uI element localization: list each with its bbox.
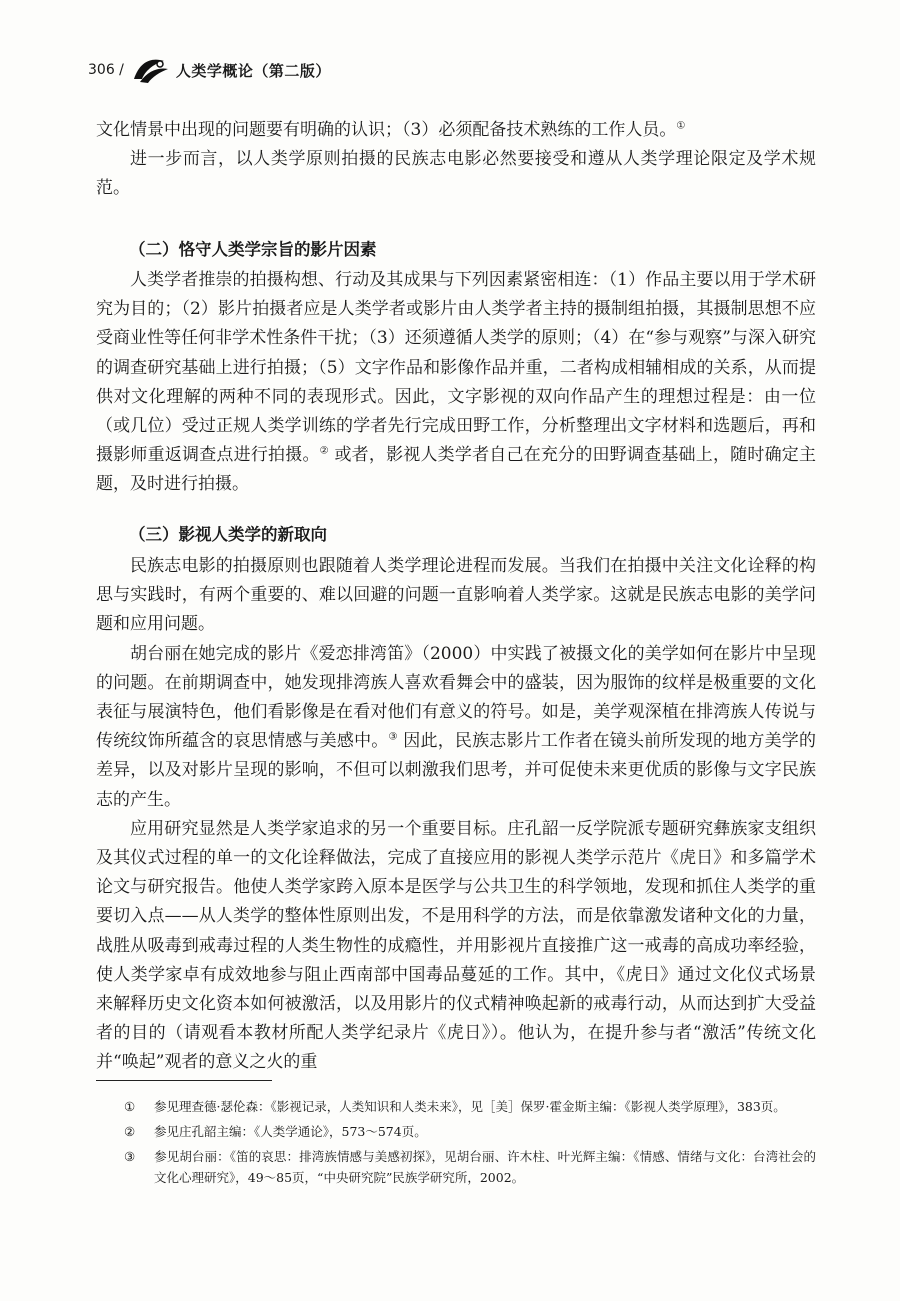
section-2 — [96, 235, 816, 264]
section-heading: （二）恪守人类学宗旨的影片因素 — [129, 240, 377, 259]
section-3 — [96, 520, 816, 549]
paragraph-text: 胡台丽在她完成的影片《爱恋排湾笛》（2000）中实践了被摄文化的美学如何在影片中呈现的问题。在前期调查中，她发现排湾族人喜欢看舞会中的盛装，因为服饰的纹样是极重要的文化表征与展演特色，他们看影像是在看对他们有意义的符号。如是，美学观深植在排湾族人传说与传统纹饰所蕴含的哀思情感与美感中。 — [96, 643, 816, 752]
footnote-mark: ③ — [124, 1149, 136, 1164]
paragraph-text: 因此，民族志影片工作者在镜头前所发现的地方美学的差异，以及对影片呈现的影响，不但可以刺激我们思考，并可促使未来更优质的影像与文字民族志的产生。 — [96, 731, 817, 810]
footnote-mark: ② — [124, 1124, 136, 1139]
footnote — [96, 1121, 816, 1142]
footnote — [96, 1096, 816, 1117]
book-title: 人类学概论（第二版） — [175, 61, 331, 80]
page-number: 306 / — [88, 62, 124, 78]
section-heading: （三）影视人类学的新取向 — [129, 525, 327, 544]
paragraph-text: 文化情景中出现的问题要有明确的认识；（3）必须配备技术熟练的工作人员。 — [96, 120, 677, 140]
footnote-ref: ① — [676, 120, 686, 132]
paragraph: 进一步而言，以人类学原则拍摄的民族志电影必然要接受和遵从人类学理论限定及学术规范。 — [96, 149, 816, 199]
paragraph: 民族志电影的拍摄原则也跟随着人类学理论进程而发展。当我们在拍摄中关注文化诠释的构思与实践时，有两个重要的、难以回避的问题一直影响着人类学家。这就是民族志电影的美学问题和应用问题。 — [96, 556, 816, 635]
body-block-3 — [96, 552, 816, 1078]
footnote-ref: ③ — [388, 731, 398, 743]
page-header — [88, 52, 331, 88]
paragraph — [96, 266, 816, 500]
body-block-1 — [96, 116, 816, 204]
paragraph: 应用研究显然是人类学家追求的另一个重要目标。庄孔韶一反学院派专题研究彝族家支组织及其仪式过程的单一的文化诠释做法，完成了直接应用的影视人类学示范片《虎日》和多篇学术论文与研究报告。他使人类学家跨入原本是医学与公共卫生的科学领地，发现和抓住人类学的重要切入点——从人类学的整体性原则出发，不是用科学的方法，而是依靠激发诸种文化的力量，战胜从吸毒到戒毒过程的人类生物性的成瘾性，并用影视片直接推广这一戒毒的高成功率经验，使人类学家卓有成效地参与阻止西南部中国毒品蔓延的工作。其中，《虎日》通过文化仪式场景来解释历史文化资本如何被激活，以及用影片的仪式精神唤起新的戒毒行动，从而达到扩大受益者的目的（请观看本教材所配人类学纪录片《虎日》）。他认为，在提升参与者“激活”传统文化并“唤起”观者的意义之火的重 — [96, 818, 816, 1073]
footnote-divider — [96, 1080, 272, 1081]
paragraph — [96, 640, 816, 815]
footnote — [96, 1146, 816, 1188]
footnotes — [96, 1096, 816, 1192]
footnote-text: 参见庄孔韶主编：《人类学通论》，573～574页。 — [154, 1124, 427, 1139]
paragraph — [96, 116, 816, 145]
paragraph-text: 人类学者推崇的拍摄构想、行动及其成果与下列因素紧密相连：（1）作品主要以用于学术研究为目的；（2）影片拍摄者应是人类学者或影片由人类学者主持的摄制组拍摄，其摄制思想不应受商业性等任何非学术性条件干扰；（3）还须遵循人类学的原则；（4）在“参与观察”与深入研究的调查研究基础上进行拍摄；（5）文字作品和影像作品并重，二者构成相辅相成的关系，从而提供对文化理解的两种不同的表现形式。因此，文字影视的双向作品产生的理想过程是：由一位（或几位）受过正规人类学训练的学者先行完成田野工作，分析整理出文字材料和选题后，再和摄影师重返调查点进行拍摄。 — [96, 270, 816, 466]
footnote-mark: ① — [124, 1099, 136, 1114]
publisher-logo-icon — [130, 55, 170, 85]
footnote-ref: ② — [319, 445, 329, 457]
body-block-2 — [96, 266, 816, 500]
footnote-text: 参见胡台丽：《笛的哀思：排湾族情感与美感初探》，见胡台丽、许木柱、叶光辉主编：《情感、情绪与文化：台湾社会的文化心理研究》，49～85页，“中央研究院”民族学研究所，2002。 — [154, 1149, 816, 1185]
paragraph-text: 或者，影视人类学者自己在充分的田野调查基础上，随时确定主题，及时进行拍摄。 — [96, 445, 816, 495]
footnote-text: 参见理查德·瑟伦森：《影视记录，人类知识和人类未来》，见［美］保罗·霍金斯主编：《影视人类学原理》，383页。 — [154, 1099, 786, 1114]
